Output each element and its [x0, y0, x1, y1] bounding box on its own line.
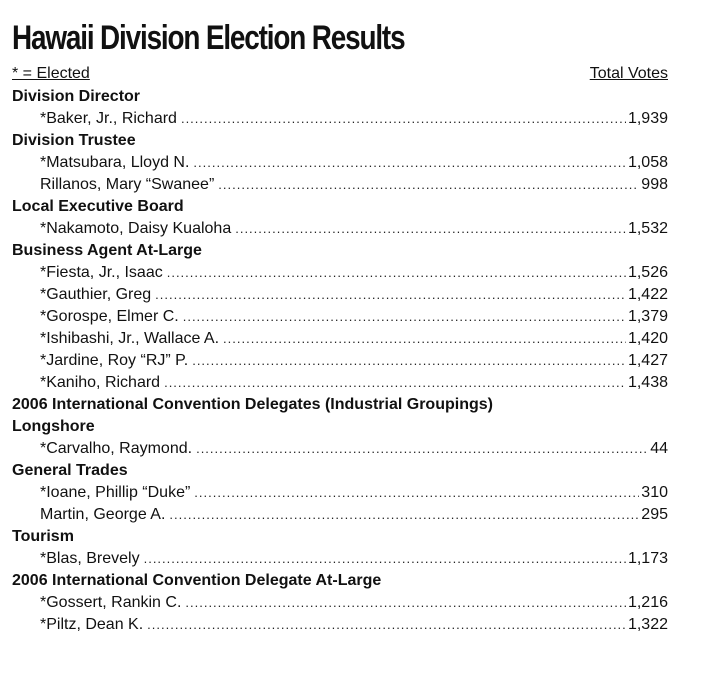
candidate-row [12, 592, 668, 614]
candidate-name: *Gauthier, Greg [40, 286, 152, 303]
dot-leader [235, 218, 626, 240]
dot-leader [223, 328, 626, 350]
candidate-row [12, 262, 668, 284]
candidate-name: *Nakamoto, Daisy Kualoha [40, 220, 232, 237]
vote-count: 310 [641, 484, 668, 501]
candidate-row [12, 108, 668, 130]
results-list [12, 86, 668, 636]
candidate-name: *Baker, Jr., Richard [40, 110, 177, 127]
candidate-row [12, 372, 668, 394]
vote-count: 1,422 [627, 286, 668, 303]
section-heading: Tourism [12, 528, 74, 545]
vote-count: 44 [650, 440, 668, 457]
dot-leader [194, 482, 639, 504]
vote-count: 998 [641, 176, 668, 193]
candidate-name: *Blas, Brevely [40, 550, 140, 567]
dot-leader [183, 306, 626, 328]
candidate-name: *Gossert, Rankin C. [40, 594, 182, 611]
section-heading: Local Executive Board [12, 198, 184, 215]
candidate-row [12, 284, 668, 306]
page-title: Hawaii Division Election Results [12, 19, 405, 57]
dot-leader [192, 350, 626, 372]
candidate-row [12, 350, 668, 372]
column-header-row [12, 64, 668, 84]
candidate-name: *Kaniho, Richard [40, 374, 161, 391]
vote-count: 1,322 [627, 616, 668, 633]
section-heading: Business Agent At-Large [12, 242, 202, 259]
dot-leader [193, 152, 626, 174]
vote-count: 1,216 [627, 594, 668, 611]
candidate-name: *Jardine, Roy “RJ” P. [40, 352, 189, 369]
candidate-name: *Carvalho, Raymond. [40, 440, 193, 457]
candidate-row [12, 548, 668, 570]
dot-leader [155, 284, 626, 306]
vote-count: 1,438 [627, 374, 668, 391]
vote-count: 1,173 [627, 550, 668, 567]
dot-leader [218, 174, 639, 196]
dot-leader [181, 108, 626, 130]
candidate-row [12, 438, 668, 460]
dot-leader [185, 592, 626, 614]
candidate-row [12, 328, 668, 350]
candidate-row [12, 152, 668, 174]
results-document [12, 18, 668, 636]
dot-leader [169, 504, 639, 526]
section-heading: General Trades [12, 462, 128, 479]
dot-leader [167, 262, 626, 284]
candidate-row [12, 174, 668, 196]
section-heading: Division Trustee [12, 132, 136, 149]
candidate-row [12, 504, 668, 526]
total-votes-header: Total Votes [589, 65, 668, 82]
vote-count: 1,532 [627, 220, 668, 237]
section-heading: 2006 International Convention Delegate At-Large [12, 572, 382, 589]
vote-count: 295 [641, 506, 668, 523]
vote-count: 1,427 [627, 352, 668, 369]
candidate-name: *Ioane, Phillip “Duke” [40, 484, 191, 501]
candidate-name: *Gorospe, Elmer C. [40, 308, 179, 325]
candidate-name: *Fiesta, Jr., Isaac [40, 264, 163, 281]
candidate-name: Rillanos, Mary “Swanee” [40, 176, 215, 193]
candidate-name: *Matsubara, Lloyd N. [40, 154, 190, 171]
vote-count: 1,058 [627, 154, 668, 171]
candidate-row [12, 482, 668, 504]
dot-leader [144, 548, 626, 570]
dot-leader [164, 372, 626, 394]
vote-count: 1,379 [627, 308, 668, 325]
elected-legend: * = Elected [12, 65, 90, 82]
vote-count: 1,420 [627, 330, 668, 347]
vote-count: 1,526 [627, 264, 668, 281]
candidate-row [12, 306, 668, 328]
candidate-row [12, 614, 668, 636]
section-heading: Longshore [12, 418, 95, 435]
dot-leader [196, 438, 648, 460]
vote-count: 1,939 [627, 110, 668, 127]
candidate-row [12, 218, 668, 240]
dot-leader [147, 614, 626, 636]
section-heading: Division Director [12, 88, 141, 105]
candidate-name: Martin, George A. [40, 506, 166, 523]
candidate-name: *Ishibashi, Jr., Wallace A. [40, 330, 220, 347]
candidate-name: *Piltz, Dean K. [40, 616, 144, 633]
section-heading: 2006 International Convention Delegates (Industrial Groupings) [12, 396, 493, 413]
